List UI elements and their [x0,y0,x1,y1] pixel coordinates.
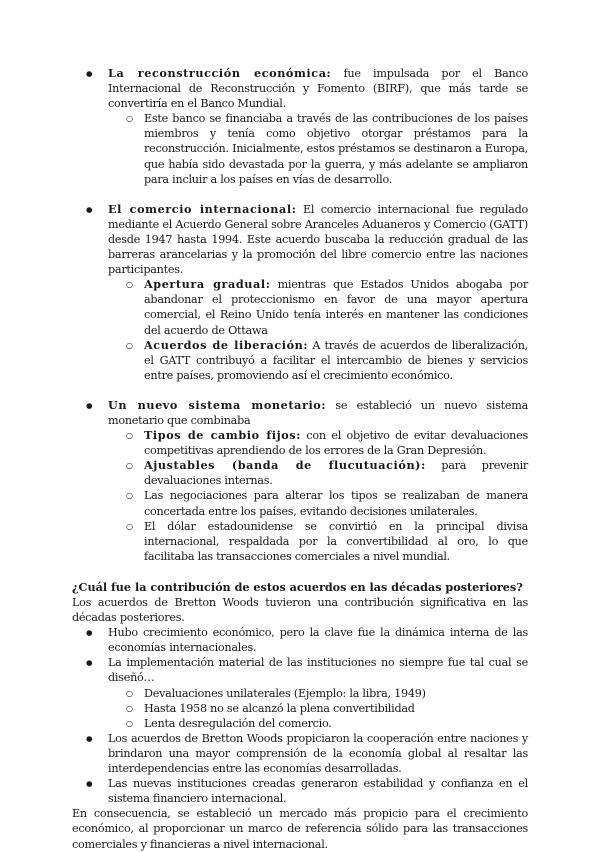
sub-list-item [108,458,528,488]
bullet-text: La implementación material de las instituciones no siempre fue tal cual se diseñó… [108,656,528,685]
sub-list-item [108,111,528,186]
sub-list-item [108,428,528,458]
sub-list-item [108,686,528,701]
conclusion-paragraph: En consecuencia, se estableció un mercado más propicio para el crecimiento económico, al proporcionar un marco de referencia sólido para las transacciones comerciales y financieras a nivel internacional. [72,807,528,851]
contribution-bullet-list [72,625,528,806]
sub-item-text: Lenta desregulación del comercio. [144,716,332,730]
item-text: fue impulsada por el Banco Internacional de Reconstrucción y Fomento (BIRF), que más tarde se convertiría en el Banco Mundial. [108,67,528,111]
item-label: Un nuevo sistema monetario: [108,397,327,412]
sub-list [108,428,528,564]
list-item-sistema-monetario [72,398,528,564]
list-item-reconstruccion [72,66,528,187]
item-text: se estableció un nuevo sistema monetario que combinaba [108,398,528,427]
sub-list-item [108,519,528,564]
list-item-comercio [72,202,528,383]
sub-item-text: mientras que Estados Unidos abogaba por abandonar el proteccionismo en favor de una mayor apertura comercial, el Reino Unido tenía interés en mantener las condiciones del acuerdo de Ottawa [144,278,528,337]
bullet-text: Las nuevas instituciones creadas generaron estabilidad y confianza en el sistema financiero internacional. [108,777,528,806]
sub-item-label: Acuerdos de liberación: [144,337,309,352]
sub-item-text: Este banco se financiaba a través de las contribuciones de los países miembros y tenía como objetivo otorgar préstamos para la reconstrucción. Inicialmente, estos préstamos se destinaron a Europa, que había sido devastada por la guerra, y más adelante se ampliaron para incluir a los países en vías de desarrollo. [144,112,528,186]
sub-list [108,686,528,731]
sub-item-label: Ajustables (banda de flucutuación): [144,458,426,473]
main-bullet-list [72,66,528,564]
list-item [72,655,528,730]
sub-list-item [108,701,528,716]
sub-list-item [108,277,528,337]
question-heading: ¿Cuál fue la contribución de estos acuerdos en las décadas posteriores? [72,579,523,594]
sub-list-item [108,488,528,518]
sub-item-text: con el objetivo de evitar devaluaciones competitivas aprendiendo de los errores de la Gran Depresión. [144,429,529,458]
sub-list [108,111,528,186]
intro-paragraph: Los acuerdos de Bretton Woods tuvieron una contribución significativa en las décadas posteriores. [72,596,528,625]
sub-item-label: Apertura gradual: [144,277,271,292]
sub-item-text: Devaluaciones unilaterales (Ejemplo: la libra, 1949) [144,686,426,700]
sub-list [108,277,528,383]
list-item [72,625,528,655]
sub-item-text: Hasta 1958 no se alcanzó la plena convertibilidad [144,701,415,715]
sub-list-item [108,338,528,383]
item-label: El comercio internacional: [108,201,297,216]
sub-list-item [108,716,528,731]
section-question [72,580,528,625]
document-body [72,66,528,852]
list-item [72,731,528,776]
item-label: La reconstrucción económica: [108,66,332,80]
item-text: El comercio internacional fue regulado mediante el Acuerdo General sobre Aranceles Aduaneros y Comercio (GATT) desde 1947 hasta 1994. Este acuerdo buscaba la reducción gradual de las barreras arancelarias y la promoción del libre comercio entre las naciones participantes. [108,202,528,277]
list-item [72,776,528,806]
sub-item-text: A través de acuerdos de liberalización, el GATT contribuyó a facilitar el intercambio de bienes y servicios entre países, promoviendo así el crecimiento económico. [144,338,528,382]
sub-item-text: para prevenir devaluaciones internas. [144,459,528,488]
sub-item-label: Tipos de cambio fijos: [144,428,301,443]
bullet-text: Los acuerdos de Bretton Woods propiciaron la cooperación entre naciones y brindaron una mayor comprensión de la economía global al resaltar las interdependencias entre las economías desarrolladas. [108,731,528,776]
sub-item-text: Las negociaciones para alterar los tipos se realizaban de manera concertada entre los países, evitando decisiones unilaterales. [144,489,528,518]
sub-item-text: El dólar estadounidense se convirtió en la principal divisa internacional, respaldada por la convertibilidad al oro, lo que facilitaba las transacciones comerciales a nivel mundial. [144,519,528,563]
bullet-text: Hubo crecimiento económico, pero la clave fue la dinámica interna de las economías internacionales. [108,626,528,655]
